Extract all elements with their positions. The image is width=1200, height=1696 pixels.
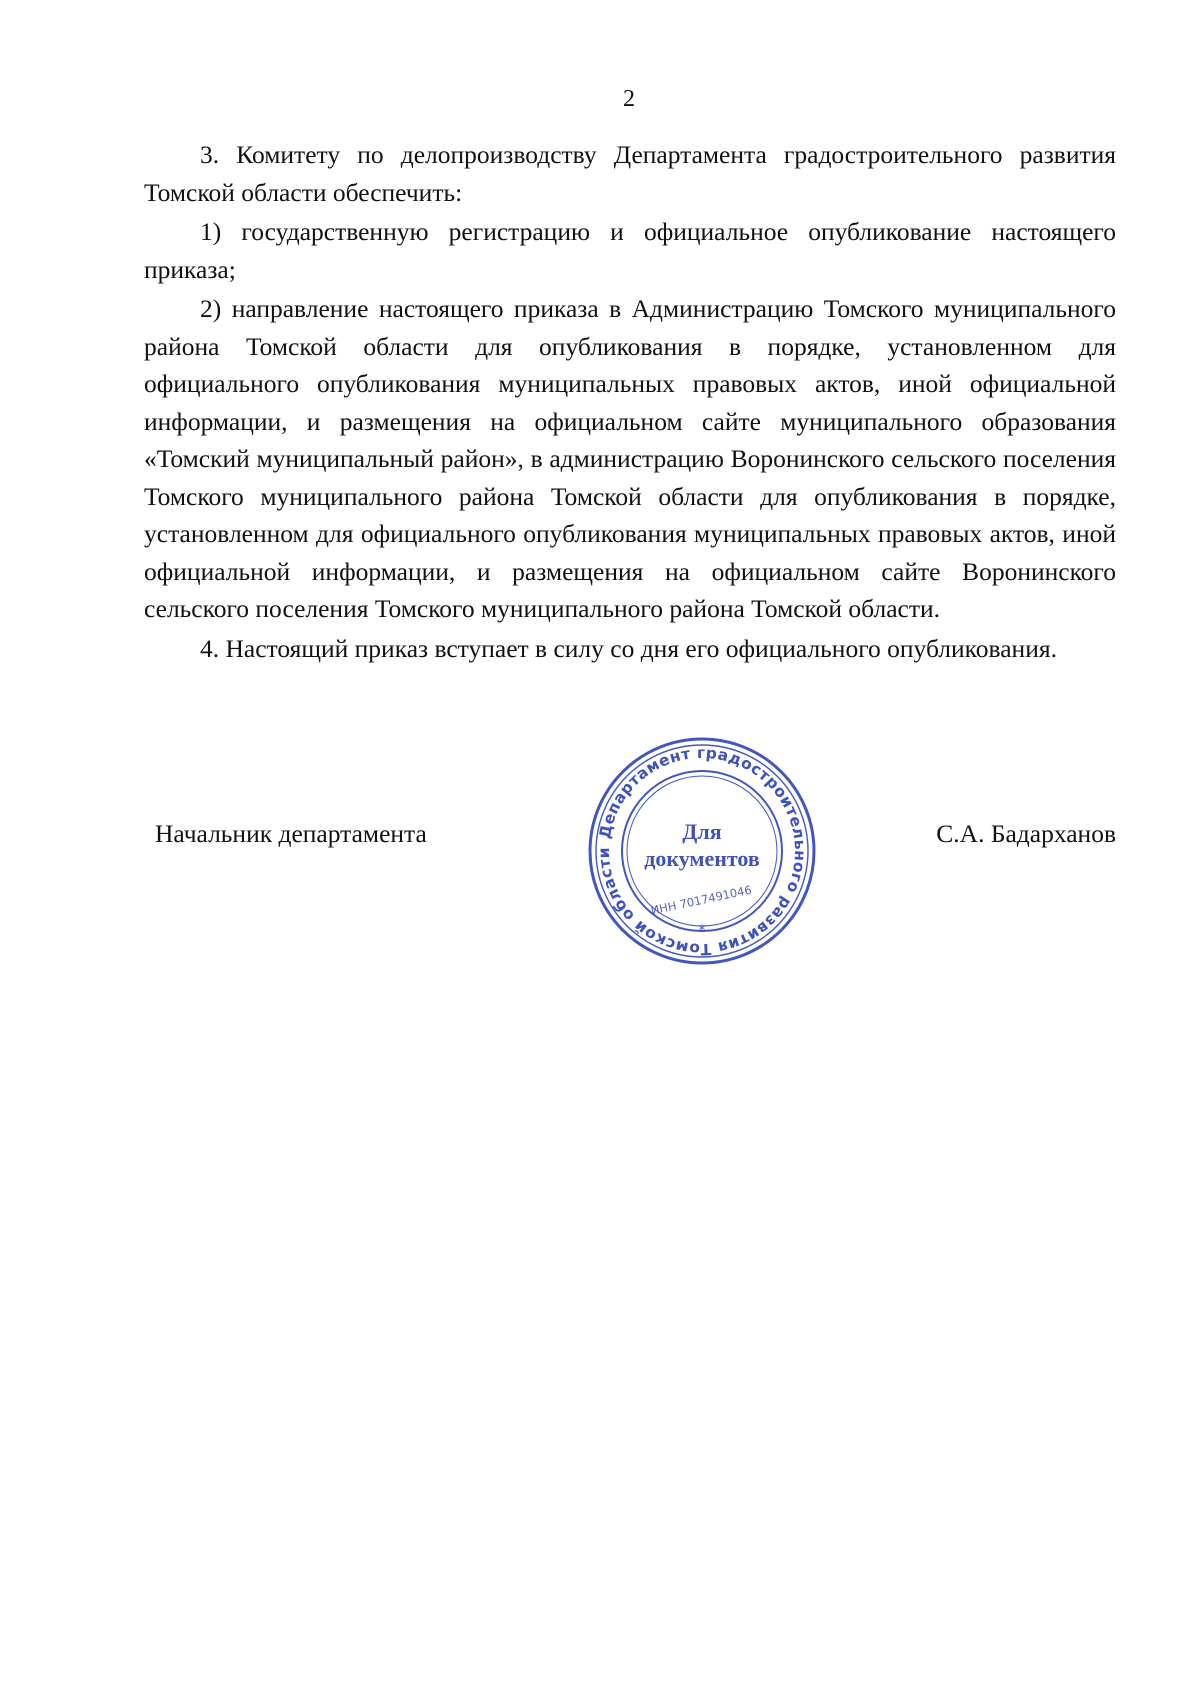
signatory-position: Начальник департамента — [155, 819, 427, 848]
svg-text:*: * — [698, 923, 706, 939]
document-body — [144, 136, 1116, 667]
official-seal-stamp — [587, 736, 817, 966]
svg-text:документов: документов — [644, 846, 760, 871]
page-number: 2 — [623, 86, 635, 112]
paragraph-item-3: 3. Комитету по делопроизводству Департамента градостроительного развития Томской области обеспечить: — [144, 140, 1116, 207]
paragraph-subitem-1: 1) государственную регистрацию и официальное опубликование настоящего приказа; — [144, 217, 1116, 284]
svg-text:Департамент градостроительного: Департамент градостроительного развития Томской области — [594, 743, 810, 959]
paragraph-subitem-2: 2) направление настоящего приказа в Администрацию Томского муниципального района Томской области для опубликования в порядке, установленном для официального опубликования муниципальных правовых актов, иной официальной информации, и размещения на официальном сайте муниципального образования «Томский муниципальный район», в администрацию Воронинского сельского поселения Томского муниципального района Томской области для опубликования в порядке, установленном для официального опубликования муниципальных правовых актов, иной официальной информации, и размещения на официальном сайте Воронинского сельского поселения Томского муниципального района Томской области. — [144, 294, 1116, 623]
paragraph-item-4: 4. Настоящий приказ вступает в силу со дня его официального опубликования. — [200, 633, 1057, 663]
svg-text:Для: Для — [682, 819, 722, 844]
svg-text:ИНН 7017491046: ИНН 7017491046 — [649, 882, 753, 918]
signatory-name: С.А. Бадарханов — [936, 819, 1116, 848]
